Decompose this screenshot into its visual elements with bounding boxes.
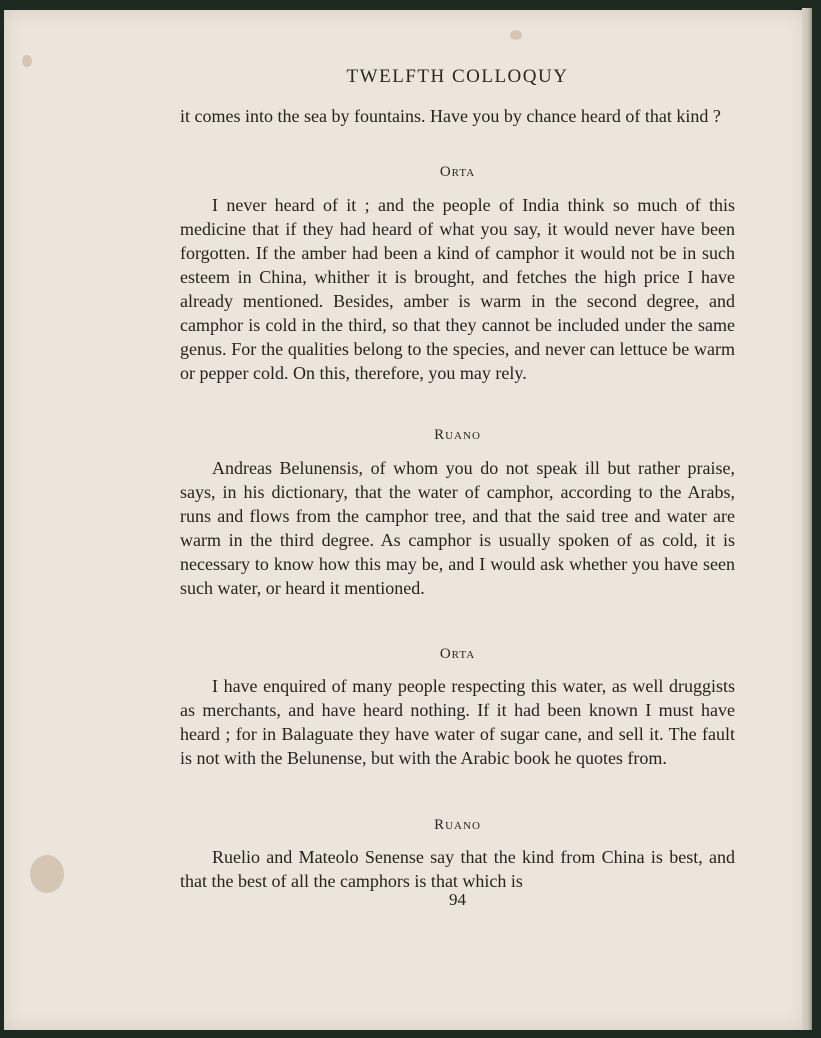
paragraph: Ruelio and Mateolo Senense say that the kind from China is best, and that the best of all the camphors is that which is bbox=[180, 847, 735, 891]
speaker-heading: Ruano bbox=[434, 427, 481, 443]
paragraph: I have enquired of many people respecting this water, as well druggists as merchants, and have heard nothing. If it had been known I must have heard ; for in Balaguate they have water of sugar cane, and sell it. The fault is not with the Belunense, but with the Arabic book he quotes from. bbox=[180, 676, 735, 768]
foxing-stain bbox=[22, 55, 32, 67]
paragraph: I never heard of it ; and the people of India think so much of this medicine that if they had heard of what you say, it would never have been forgotten. If the amber had been a kind of camphor it would not be in such esteem in China, whither it is brought, and fetches the high price I have already mentioned. Besides, amber is warm in the second degree, and camphor is cold in the third, so that they cannot be included under the same genus. For the qualities belong to the species, and never can lettuce be warm or pepper cold. On this, therefore, you may rely. bbox=[180, 195, 735, 383]
speaker-heading: Ruano bbox=[434, 817, 481, 833]
page-edge bbox=[802, 8, 812, 1030]
paragraph-continuation bbox=[180, 104, 735, 128]
paragraph: Andreas Belunensis, of whom you do not speak ill but rather praise, says, in his dictionary, that the water of camphor, according to the Arabs, runs and flows from the camphor tree, and that the said tree and water are warm in the third degree. As camphor is usually spoken of as cold, it is necessary to know how this may be, and I would ask whether you have seen such water, or heard it mentioned. bbox=[180, 458, 735, 598]
foxing-stain bbox=[510, 30, 522, 40]
speech-ruano-1 bbox=[180, 456, 735, 600]
speech-orta-1 bbox=[180, 193, 735, 385]
speech-ruano-2 bbox=[180, 845, 735, 893]
page-number: 94 bbox=[449, 890, 466, 909]
running-head: TWELFTH COLLOQUY bbox=[346, 66, 569, 87]
speaker-heading: Orta bbox=[439, 646, 476, 662]
speaker-heading: Orta bbox=[439, 164, 476, 180]
speech-orta-2 bbox=[180, 674, 735, 770]
foxing-stain bbox=[30, 855, 64, 893]
paragraph: it comes into the sea by fountains. Have you by chance heard of that kind ? bbox=[180, 106, 721, 126]
